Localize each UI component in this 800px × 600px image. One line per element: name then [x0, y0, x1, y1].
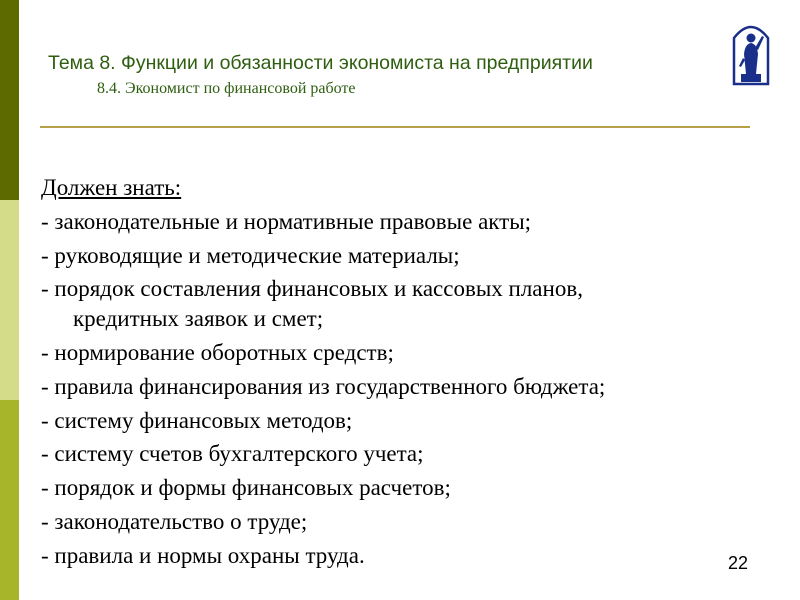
list-item: - законодательные и нормативные правовые акты; [41, 208, 532, 234]
list-item: - порядок составления финансовых и кассовых планов, [41, 276, 583, 302]
title-divider [40, 126, 750, 128]
side-strip-segment-mid [0, 400, 19, 600]
list-item: - порядок и формы финансовых расчетов; [41, 475, 451, 501]
slide-title: Тема 8. Функции и обязанности экономиста на предприятии [48, 52, 593, 74]
list-item: - руководящие и методические материалы; [41, 242, 460, 268]
side-decoration-strip [0, 0, 19, 600]
content-heading: Должен знать: [41, 175, 182, 200]
slide-subtitle: 8.4. Экономист по финансовой работе [97, 80, 356, 97]
list-item-continuation: кредитных заявок и смет; [73, 306, 324, 332]
side-strip-segment-light [0, 200, 19, 400]
list-item: - правила финансирования из государственного бюджета; [41, 373, 606, 399]
list-item: - систему финансовых методов; [41, 407, 353, 433]
list-item: - нормирование оборотных средств; [41, 339, 394, 365]
side-strip-segment-dark [0, 0, 19, 200]
slide-content [41, 171, 741, 573]
list-item: - правила и нормы охраны труда. [41, 542, 365, 568]
list-item: - законодательство о труде; [41, 508, 308, 534]
list-item: - систему счетов бухгалтерского учета; [41, 441, 424, 467]
university-logo-icon [729, 14, 773, 86]
page-number: 22 [728, 553, 749, 573]
